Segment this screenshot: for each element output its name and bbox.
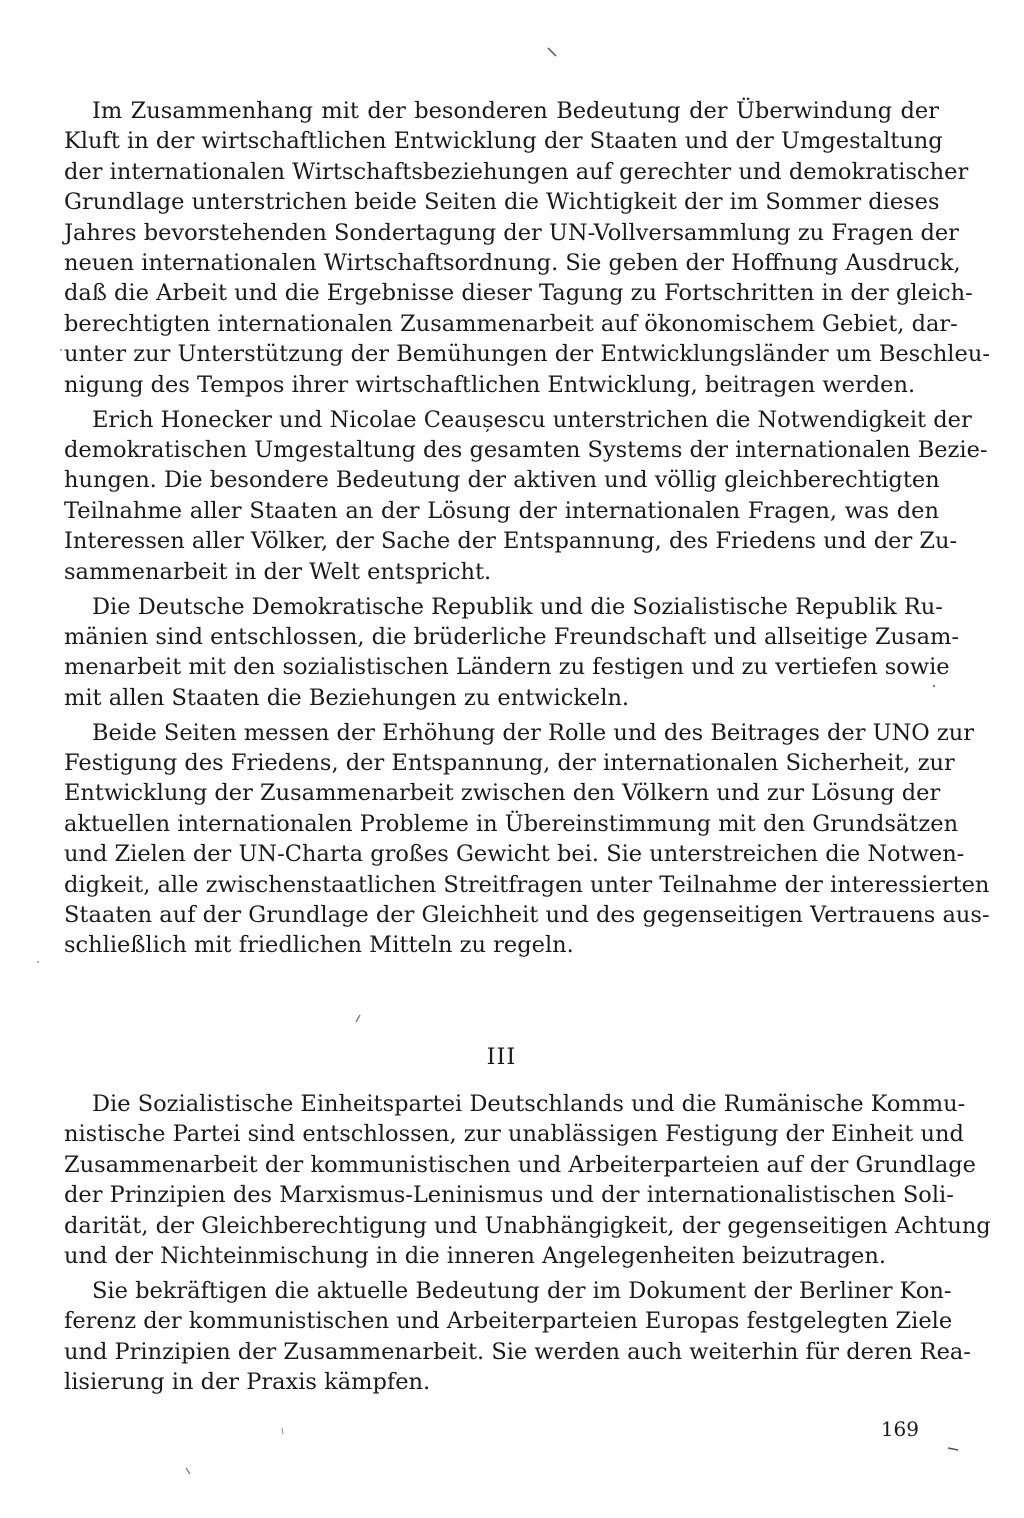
text-line: darität, der Gleichberechtigung und Unabhängigkeit, der gegenseitigen Achtung [64, 1212, 991, 1239]
text-line: neuen internationalen Wirtschaftsordnung. Sie geben der Hoffnung Ausdruck, [64, 250, 961, 277]
text-line: Kluft in der wirtschaftlichen Entwicklung der Staaten und der Umgestaltung [64, 128, 943, 155]
text-line: Interessen aller Völker, der Sache der Entspannung, des Friedens und der Zu- [64, 528, 958, 555]
paragraph [64, 1089, 991, 1271]
text-line: sammenarbeit in der Welt entspricht. [64, 558, 492, 585]
text-line: aktuellen internationalen Probleme in Übereinstimmung mit den Grundsätzen [64, 810, 959, 837]
text-line: Im Zusammenhang mit der besonderen Bedeutung der Überwindung der [92, 98, 939, 124]
page-number: 169 [880, 1417, 919, 1441]
paragraph [64, 405, 988, 587]
document-page [64, 96, 991, 1476]
text-line: Die Sozialistische Einheitspartei Deutschlands und die Rumänische Kommu- [92, 1091, 966, 1117]
text-line: nistische Partei sind entschlossen, zur unablässigen Festigung der Einheit und [64, 1121, 964, 1148]
text-line: demokratischen Umgestaltung des gesamten Systems der internationalen Bezie- [64, 436, 988, 463]
text-line: Zusammenarbeit der kommunistischen und Arbeiterparteien auf der Grundlage [64, 1151, 976, 1178]
text-line: Teilnahme aller Staaten an der Lösung der internationalen Fragen, was den [64, 497, 939, 524]
section-ii-body [64, 96, 990, 965]
text-line: nigung des Tempos ihrer wirtschaftlichen Entwicklung, beitragen werden. [64, 371, 916, 398]
text-line: hungen. Die besondere Bedeutung der aktiven und völlig gleichberechtigten [64, 467, 940, 494]
text-line: lisierung in der Praxis kämpfen. [64, 1369, 431, 1396]
text-line: Erich Honecker und Nicolae Ceaușescu unterstrichen die Notwendigkeit der [92, 406, 972, 433]
text-line: und Prinzipien der Zusammenarbeit. Sie werden auch weiterhin für deren Rea- [64, 1338, 971, 1365]
text-line: Sie bekräftigen die aktuelle Bedeutung der im Dokument der Berliner Kon- [92, 1277, 952, 1304]
paragraph [64, 718, 990, 961]
paragraph [64, 96, 990, 400]
text-line: Jahres bevorstehenden Sondertagung der UN-Vollversammlung zu Fragen der [64, 219, 959, 246]
text-line: mänien sind entschlossen, die brüderliche Freundschaft und allseitige Zusam- [64, 623, 959, 650]
text-line: schließlich mit friedlichen Mitteln zu regeln. [64, 932, 574, 959]
text-line: der Prinzipien des Marxismus-Leninismus und der internationalistischen Soli- [64, 1182, 954, 1209]
text-line: ferenz der kommunistischen und Arbeiterparteien Europas festgelegten Ziele [64, 1308, 953, 1335]
text-line: mit allen Staaten die Beziehungen zu entwickeln. [64, 684, 630, 711]
text-line: Grundlage unterstrichen beide Seiten die Wichtigkeit der im Sommer dieses [64, 189, 940, 216]
text-line: digkeit, alle zwischenstaatlichen Streitfragen unter Teilnahme der interessierten [64, 871, 990, 898]
text-line: berechtigten internationalen Zusammenarbeit auf ökonomischem Gebiet, dar- [64, 310, 958, 337]
text-line: daß die Arbeit und die Ergebnisse dieser Tagung zu Fortschritten in der gleich- [64, 280, 973, 307]
section-heading: III [486, 1044, 517, 1070]
text-line: Staaten auf der Grundlage der Gleichheit und des gegenseitigen Vertrauens aus- [64, 902, 990, 929]
text-line: und Zielen der UN-Charta großes Gewicht bei. Sie unterstreichen die Notwen- [64, 841, 965, 868]
text-line: und der Nichteinmischung in die inneren Angelegenheiten beizutragen. [64, 1243, 887, 1270]
text-line: Entwicklung der Zusammenarbeit zwischen den Völkern und zur Lösung der [64, 780, 941, 807]
text-line: der internationalen Wirtschaftsbeziehungen auf gerechter und demokratischer [64, 158, 969, 185]
text-line: Die Deutsche Demokratische Republik und die Sozialistische Republik Ru- [92, 593, 943, 620]
text-line: Beide Seiten messen der Erhöhung der Rolle und des Beitrages der UNO zur [92, 719, 974, 746]
text-line: Festigung des Friedens, der Entspannung, der internationalen Sicherheit, zur [64, 750, 955, 777]
paragraph [64, 592, 959, 714]
text-line: menarbeit mit den sozialistischen Ländern zu festigen und zu vertiefen sowie [64, 654, 950, 681]
section-iii-body [64, 1089, 991, 1402]
text-line: unter zur Unterstützung der Bemühungen der Entwicklungsländer um Beschleu- [64, 341, 990, 368]
paragraph [64, 1276, 971, 1398]
